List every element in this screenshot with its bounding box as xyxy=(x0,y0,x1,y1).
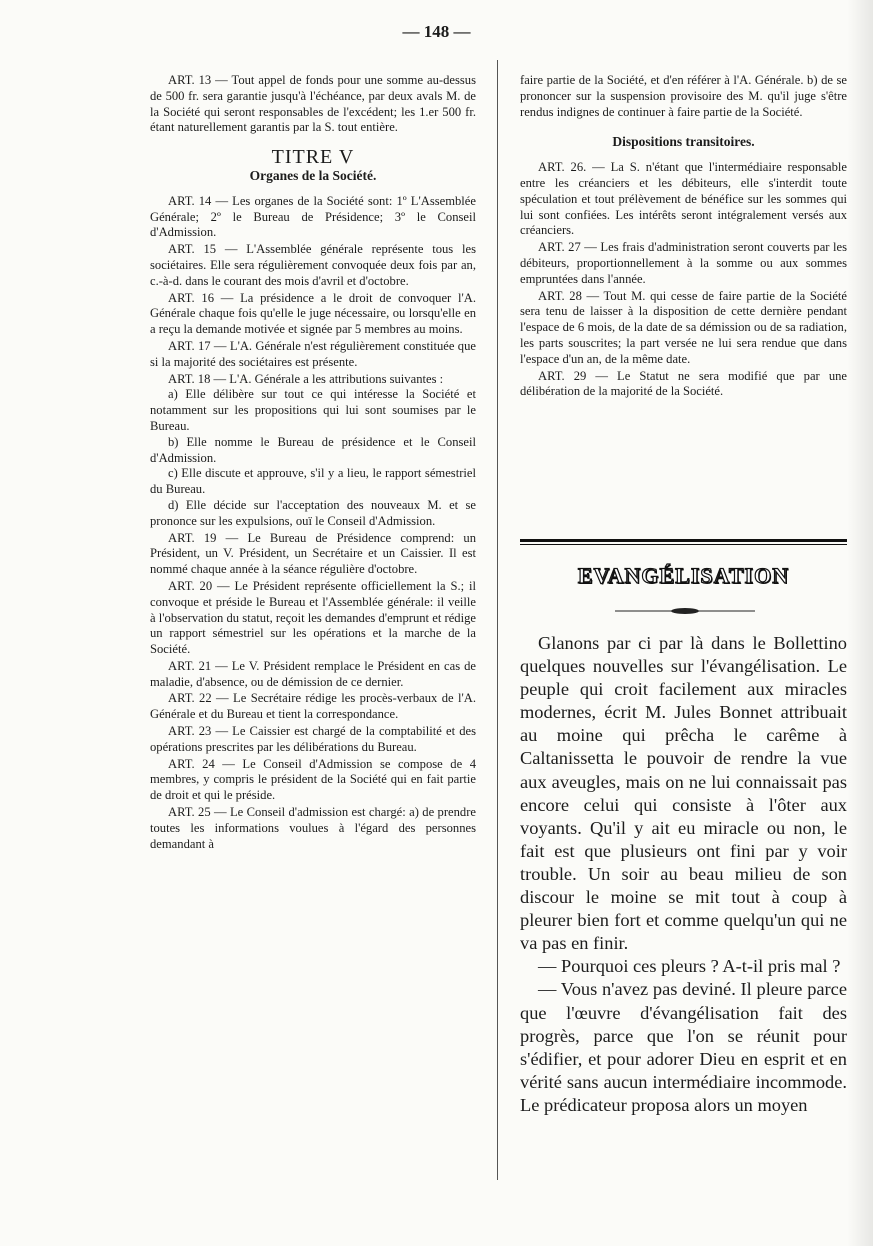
article-19: ART. 19 — Le Bureau de Présidence comprend: un Président, un V. Président, un Secrétaire et un Caissier. Il est nommé chaque année à la séance régulière d'octobre. xyxy=(150,530,476,577)
article-21: ART. 21 — Le V. Président remplace le Président en cas de maladie, d'absence, ou de démission de ce dernier. xyxy=(150,658,476,689)
article-28: ART. 28 — Tout M. qui cesse de faire partie de la Société sera tenu de laisser à la disposition de cette dernière pendant l'espace de 6 mois, de la date de sa démission ou de sa radiation, les parts souscrites; la part versée ne lui sera rendue que dans l'espace d'un an, de la même date. xyxy=(520,288,847,366)
ornament-divider xyxy=(610,606,760,616)
section-rule-thick xyxy=(520,539,847,542)
section-rule-thin xyxy=(520,544,847,545)
evangelisation-paragraph-1: Glanons par ci par là dans le Bollettino quelques nouvelles sur l'évangélisation. Le peuple qui croit facilement aux miracles modernes, écrit M. Jules Bonnet attribuait au moine qui prêcha le carême à Caltanissetta le pouvoir de rendre la vue aux aveugles, mais on ne lui connaissait pas encore celui qui consiste à l'ôter aux voyants. Qu'il y ait eu miracle ou non, le fait est que plusieurs ont fini par y voir trouble. Un soir au beau milieu de son discour le moine se mit tout à coup à pleurer bien fort et comme quelqu'un qui ne va pas en finir. xyxy=(520,633,847,954)
evangelisation-heading: EVANGÉLISATION xyxy=(577,563,790,588)
article-23: ART. 23 — Le Caissier est chargé de la comptabilité et des opérations prescrites par les délibérations du Bureau. xyxy=(150,724,476,754)
article-20: ART. 20 — Le Président représente officiellement la S.; il convoque et préside le Bureau et l'Assemblée générale: il veille à l'observation du statut, reçoit les demandes d'emprunt et rédige un rapport sémestriel sur les opérations et la marche de la Société. xyxy=(150,578,476,657)
right-column-bottom xyxy=(520,632,847,1117)
article-18-c: c) Elle discute et approuve, s'il y a lieu, le rapport sémestriel du Bureau. xyxy=(150,466,476,497)
article-18-d: d) Elle décide sur l'acceptation des nouveaux M. et se prononce sur les expulsions, ouï le Conseil d'Admission. xyxy=(150,497,476,528)
article-18: ART. 18 — L'A. Générale a les attributions suivantes : xyxy=(168,371,444,386)
evangelisation-paragraph-2: — Pourquoi ces pleurs ? A-t-il pris mal ? xyxy=(538,956,841,977)
article-18-b: b) Elle nomme le Bureau de présidence et le Conseil d'Admission. xyxy=(150,434,476,465)
article-26: ART. 26. — La S. n'étant que l'intermédiaire responsable entre les créanciers et les débiteurs, elle s'interdit toute spéculation et tout prélèvement de bénéfice sur les sommes qui lui sont confiées. Les intérêts seront intégralement versés aux créanciers. xyxy=(520,160,847,238)
right-column-top xyxy=(520,73,847,400)
section-title: TITRE V xyxy=(271,146,355,169)
article-22: ART. 22 — Le Secrétaire rédige les procès-verbaux de l'A. Générale et du Bureau et tient la correspondance. xyxy=(150,691,476,722)
article-15: ART. 15 — L'Assemblée générale représente tous les sociétaires. Elle sera régulièrement convoquée deux fois par an, c.-à-d. dans le courant des mois d'avril et d'octobre. xyxy=(150,242,476,288)
page-number: — 148 — xyxy=(402,22,471,41)
article-13: ART. 13 — Tout appel de fonds pour une somme au-dessus de 500 fr. sera garantie jusqu'à l'échéance, par deux avals M. de la Société qui seront responsables de l'excédent; les 1.er 500 fr. étant naturellement garantis par la S. tout entière. xyxy=(150,73,476,135)
evangelisation-paragraph-3: — Vous n'avez pas deviné. Il pleure parce que l'œuvre d'évangélisation fait des progrès, parce que l'on se réunit pour s'édifier, et pour adorer Dieu en esprit et en vérité sans aucun intermédiaire incommode. Le prédicateur proposa alors un moyen xyxy=(520,979,847,1115)
section-subtitle: Organes de la Société. xyxy=(249,167,377,183)
article-16: ART. 16 — La présidence a le droit de convoquer l'A. Générale chaque fois qu'elle le juge nécessaire, ou lorsqu'elle en a reçu la demande motivée et signée par 5 membres au moins. xyxy=(150,290,476,337)
article-29: ART. 29 — Le Statut ne sera modifié que par une délibération de la majorité de la Société. xyxy=(520,368,847,399)
left-column xyxy=(150,73,476,852)
article-24: ART. 24 — Le Conseil d'Admission se compose de 4 membres, y compris le président de la Société qui en fait partie de droit et qui le préside. xyxy=(150,756,476,803)
transitional-provisions-heading: Dispositions transitoires. xyxy=(612,134,755,150)
page-edge-shadow xyxy=(847,0,873,1246)
article-14: ART. 14 — Les organes de la Société sont: 1º L'Assemblée Générale; 2º le Bureau de Présidence; 3º le Conseil d'Admission. xyxy=(150,193,476,240)
column-divider xyxy=(497,60,498,1180)
article-27: ART. 27 — Les frais d'administration seront couverts par les débiteurs, proportionnellement à la somme ou aux sommes empruntées dans l'année. xyxy=(520,240,847,286)
article-25: ART. 25 — Le Conseil d'admission est chargé: a) de prendre toutes les informations voulues à l'égard des personnes demandant à xyxy=(150,805,476,851)
article-18-a: a) Elle délibère sur tout ce qui intéresse la Société et notamment sur les propositions qui lui sont soumises par le Bureau. xyxy=(150,387,476,433)
article-17: ART. 17 — L'A. Générale n'est régulièrement constituée que si la majorité des sociétaires est présente. xyxy=(150,338,476,369)
article-25-continued: faire partie de la Société, et d'en référer à l'A. Générale. b) de se prononcer sur la suspension provisoire des M. qu'il juge s'être rendus indignes de continuer à faire partie de la Société. xyxy=(520,73,847,119)
